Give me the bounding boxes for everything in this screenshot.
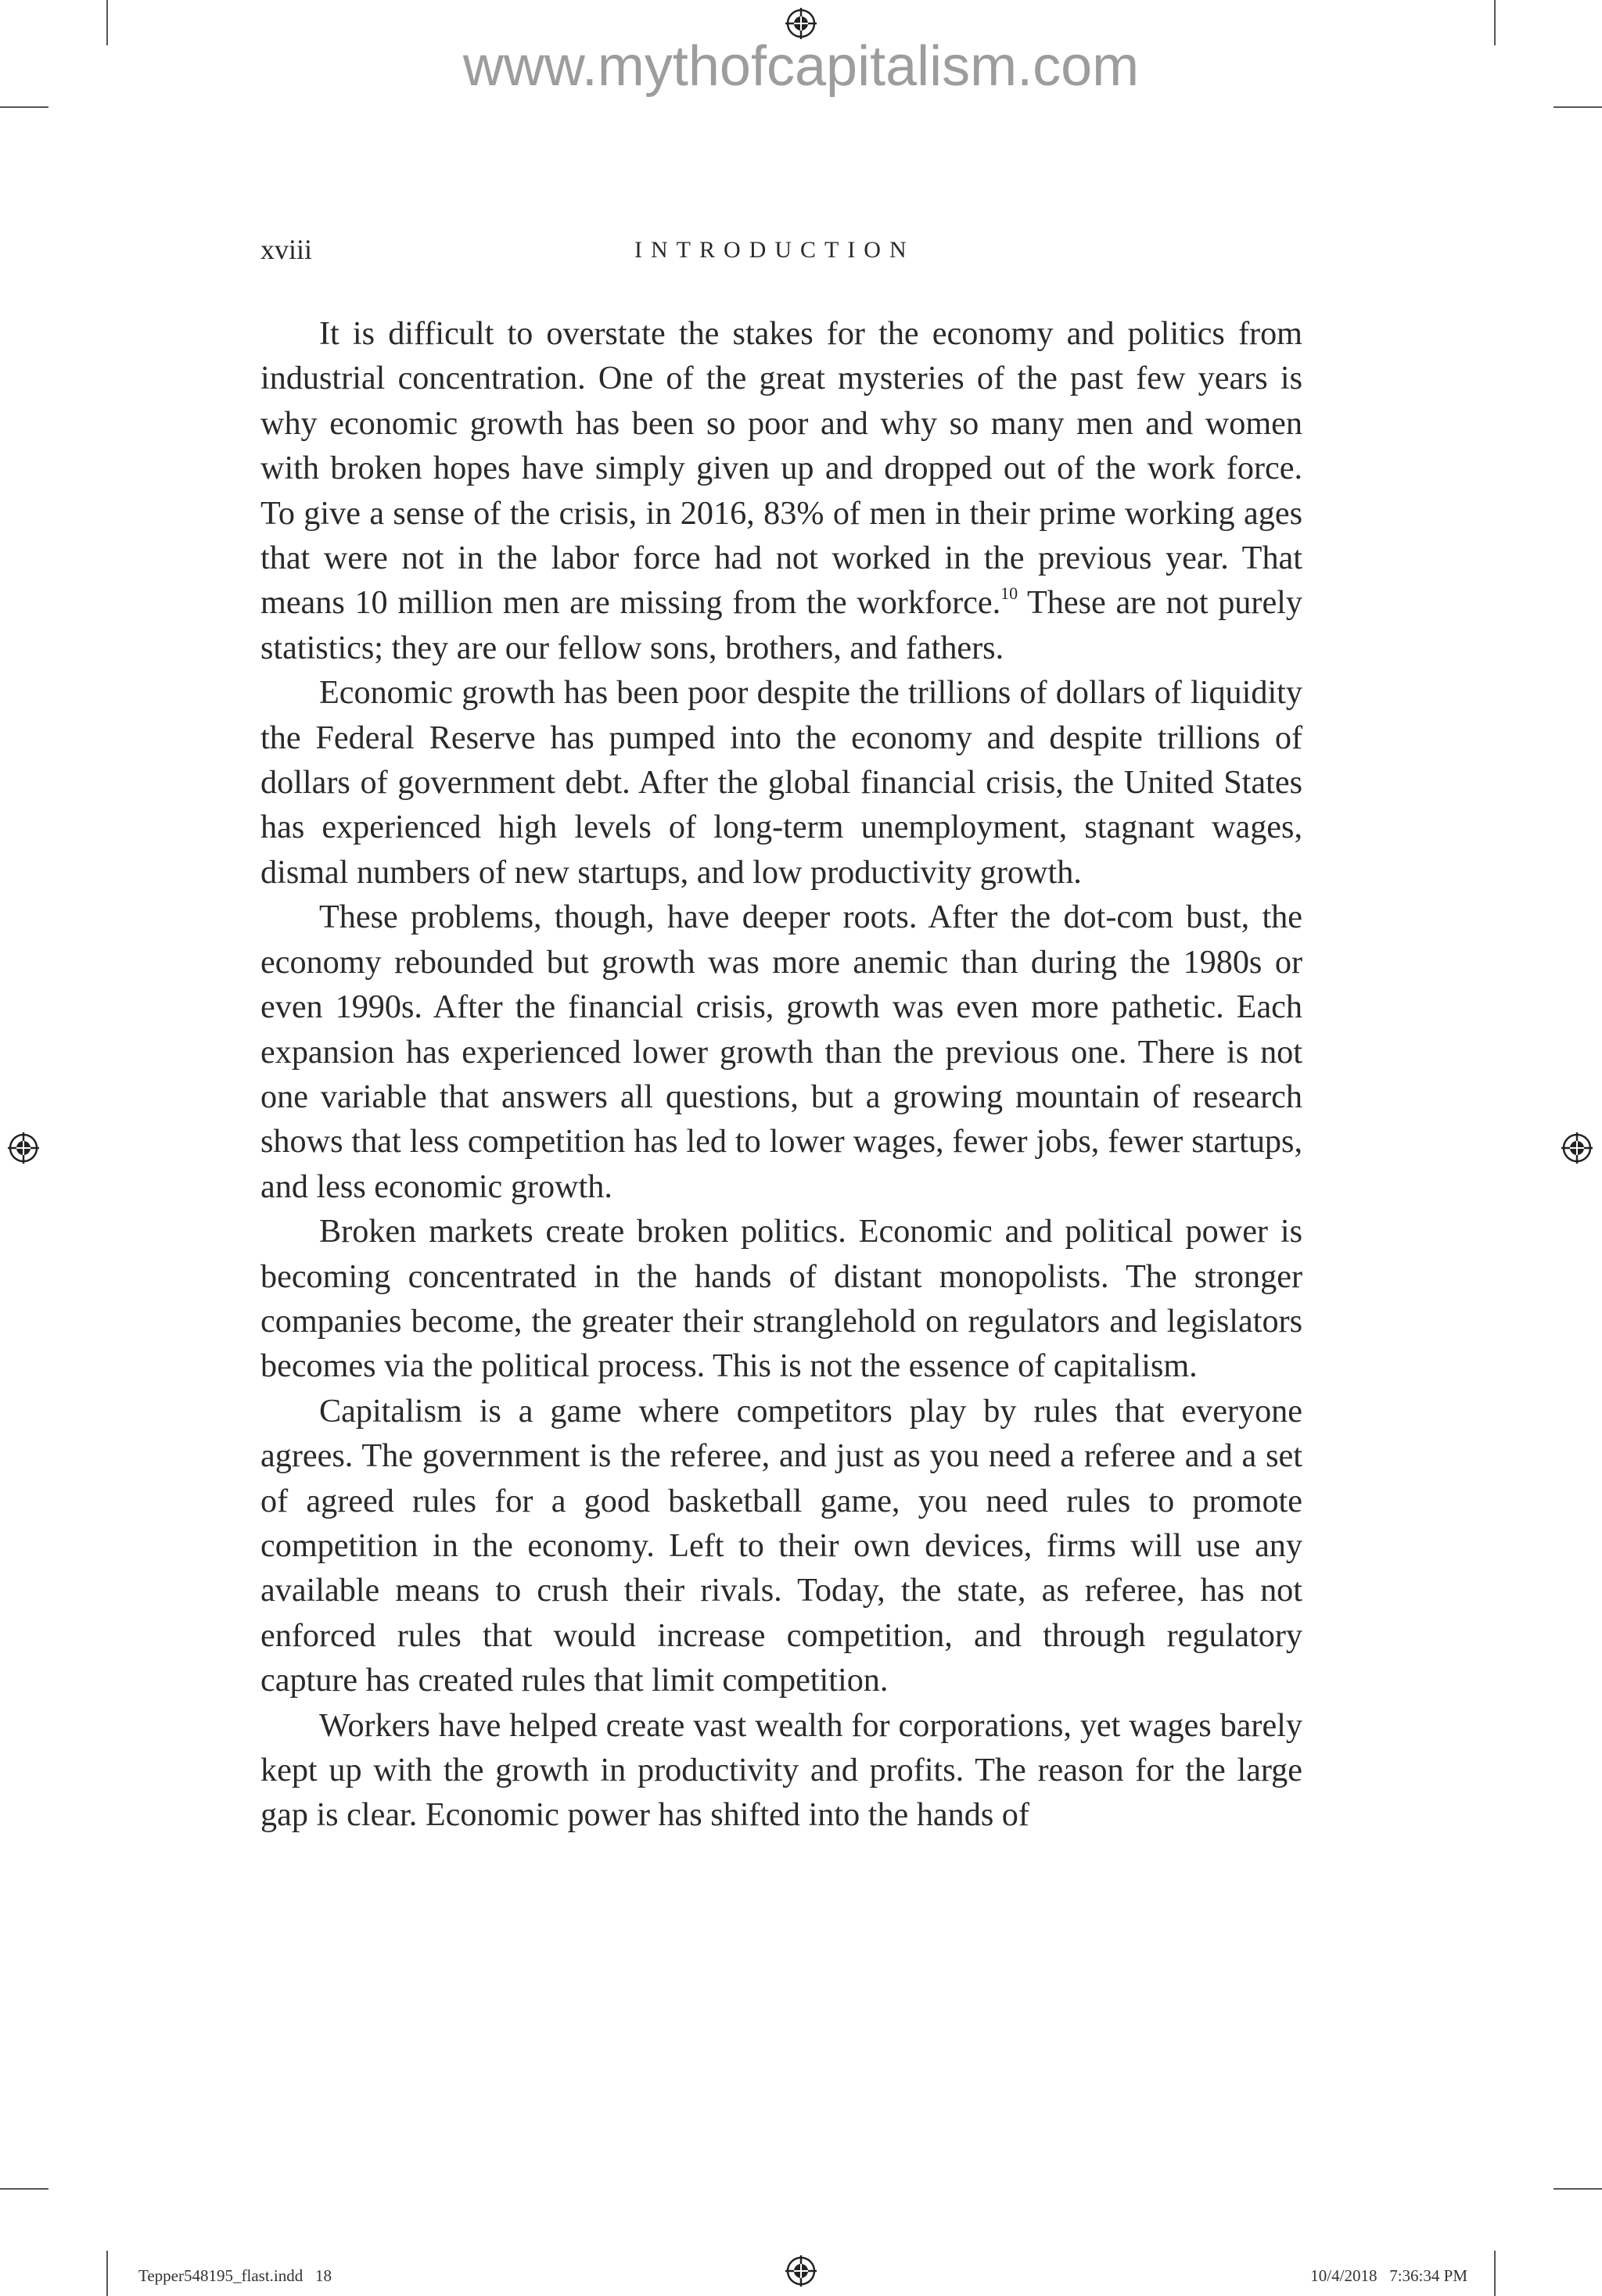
paragraph: Workers have helped create vast wealth for corporations, yet wages barely kept up with the growth in productivity and profits. The reason for the large gap is clear. Economic power has shifted into the hands of	[260, 1706, 1302, 1834]
body-text	[260, 311, 1302, 1838]
slug-timestamp: 10/4/2018 7:36:34 PM	[1310, 2266, 1467, 2285]
paragraph: Broken markets create broken politics. Economic and political power is becoming concentrated in the hands of distant monopolists. The stronger companies become, the greater their stranglehold on regulators and legislators becomes via the political process. This is not the essence of capitalism.	[260, 1213, 1302, 1385]
crop-mark-top-left-h	[0, 106, 48, 108]
paragraph: Economic growth has been poor despite the trillions of dollars of liquidity the Federal Reserve has pumped into the economy and despite trillions of dollars of government debt. After the global financial crisis, the United States has experienced high levels of long-term unemployment, stagnant wages, dismal numbers of new startups, and low productivity growth.	[260, 674, 1302, 891]
registration-mark-icon	[785, 2255, 817, 2287]
footnote-reference[interactable]: 10	[1000, 583, 1018, 604]
chapter-title: INTRODUCTION	[634, 237, 915, 263]
paragraph: Capitalism is a game where competitors play by rules that everyone agrees. The government is the referee, and just as you need a referee and a set of agreed rules for a good basketball game, you need rules to promote competition in the economy. Left to their own devices, firms will use any available means to crush their rivals. Today, the state, as referee, has not enforced rules that would increase competition, and through regulatory capture has created rules that limit competition.	[260, 1392, 1302, 1699]
paragraph: It is difficult to overstate the stakes for the economy and politics from industrial concentration. One of the great mysteries of the past few years is why economic growth has been so poor and why so many men and women with broken hopes have simply given up and dropped out of the work force. To give a sense of the crisis, in 2016, 83% of men in their prime working ages that were not in the labor force had not worked in the previous year. That means 10 million men are missing from the workforce.$^{10}$ These are not purely statistics; they are our fellow sons, brothers, and fathers.	[260, 315, 1302, 666]
registration-mark-icon	[8, 1132, 39, 1164]
crop-mark-bottom-right	[1494, 2251, 1496, 2296]
crop-mark-bottom-left	[106, 2251, 108, 2296]
crop-mark-bottom-left-h	[0, 2188, 48, 2190]
page-number: xviii	[260, 234, 313, 265]
slug-filename: Tepper548195_flast.indd 18	[138, 2266, 332, 2285]
crop-mark-bottom-right-h	[1554, 2188, 1602, 2190]
crop-mark-top-right-h	[1554, 106, 1602, 108]
registration-mark-icon	[1561, 1132, 1593, 1164]
paragraph: These problems, though, have deeper roots. After the dot-com bust, the economy rebounded but growth was more anemic than during the 1980s or even 1990s. After the financial crisis, growth was even more pathetic. Each expansion has experienced lower growth than the previous one. There is not one variable that answers all questions, but a growing mountain of research shows that less competition has led to lower wages, fewer jobs, fewer startups, and less economic growth.	[260, 899, 1302, 1205]
running-head	[260, 233, 1302, 272]
watermark-url: www.mythofcapitalism.com	[462, 35, 1140, 98]
